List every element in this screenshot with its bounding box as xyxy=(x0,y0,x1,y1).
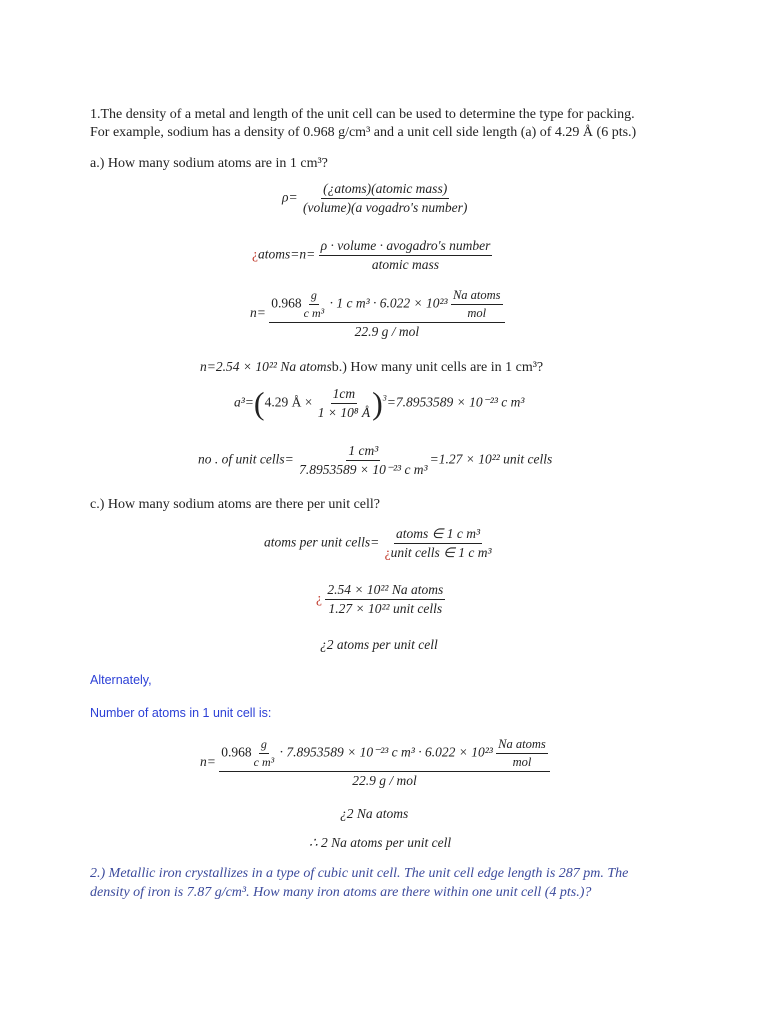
equation-atoms-per-cell xyxy=(264,526,494,561)
equation-atoms-per-cell-result: ¿2 atoms per unit cell xyxy=(320,637,438,652)
eq10-denominator: 22.9 g / mol xyxy=(352,773,417,788)
eq5-rhs: =7.8953589 × 10⁻²³ c m³ xyxy=(386,394,525,410)
equation-ratio xyxy=(316,582,445,617)
eq3-denominator: 22.9 g / mol xyxy=(354,324,420,339)
eq3-density-value: 0.968 xyxy=(271,295,302,311)
equation-atoms xyxy=(252,238,492,273)
q2-line-2: density of iron is 7.87 g/cm³. How many iron atoms are there within one unit cell (4 pts.)? xyxy=(90,885,592,900)
eq3-unit-num: g xyxy=(309,288,319,305)
inverted-question-mark: ¿ xyxy=(384,545,391,560)
q1-line-1: 1.The density of a metal and length of the unit cell can be used to determine the type for packing. xyxy=(90,107,635,122)
eq8-denominator: 1.27 × 10²² unit cells xyxy=(328,601,443,616)
q2-line-1: 2.) Metallic iron crystallizes in a type of cubic unit cell. The unit cell edge length is 287 pm. The xyxy=(90,866,629,881)
eq10-middle: · 7.8953589 × 10⁻²³ c m³ · 6.022 × 10²³ xyxy=(279,744,493,760)
eq8-numerator: 2.54 × 10²² Na atoms xyxy=(325,582,445,600)
eq7-lhs: atoms per unit cells= xyxy=(264,534,380,550)
eq1-numerator: (¿atoms)(atomic mass) xyxy=(321,181,449,199)
eq7-denominator: ¿unit cells ∈ 1 c m³ xyxy=(384,545,492,560)
eq6-lhs: no . of unit cells= xyxy=(198,451,294,467)
equation-atoms-in-cell xyxy=(200,737,550,789)
equation-n-result xyxy=(200,359,543,376)
eq10-unit-num: g xyxy=(259,737,269,754)
eq6-rhs: =1.27 × 10²² unit cells xyxy=(429,451,553,467)
eq1-lhs: ρ= xyxy=(282,189,298,205)
alternate-subheading: Number of atoms in 1 unit cell is: xyxy=(90,706,272,720)
eq2-denominator: atomic mass xyxy=(371,257,440,272)
eq5-numerator: 1cm xyxy=(331,386,358,404)
eq3-lhs: n= xyxy=(250,305,266,321)
eq3-unit-den: c m³ xyxy=(303,306,325,320)
q1-part-b: b.) How many unit cells are in 1 cm³? xyxy=(331,360,544,375)
eq10-na-den: mol xyxy=(512,755,532,769)
eq5-lhs: a³= xyxy=(234,394,254,410)
equation-conclusion: ∴ 2 Na atoms per unit cell xyxy=(309,835,452,850)
inverted-question-mark: ¿ xyxy=(252,246,258,262)
equation-cell-volume: a³=(4.29 Å × $\frac{1cm}{\text{1 × 10⁸ Å}}$ )$^3$=7.8953589 × 10⁻²³ c m³ xyxy=(234,385,525,421)
q1-part-c: c.) How many sodium atoms are there per unit cell? xyxy=(90,497,381,512)
eq10-na-num: Na atoms xyxy=(496,737,548,754)
eq10-unit-den: c m³ xyxy=(253,755,275,769)
alternate-heading: Alternately, xyxy=(90,673,152,687)
eq5-denominator: 1 × 10⁸ Å xyxy=(317,405,371,420)
eq6-denominator: 7.8953589 × 10⁻²³ c m³ xyxy=(299,462,428,477)
eq8-prefix: ¿ xyxy=(316,590,322,606)
equation-n-calculation xyxy=(250,288,505,340)
equation-density xyxy=(282,181,469,216)
eq7-numerator: atoms ∈ 1 c m³ xyxy=(394,526,482,544)
q1-part-a: a.) How many sodium atoms are in 1 cm³? xyxy=(90,156,328,171)
eq3-na-num: Na atoms xyxy=(451,288,503,305)
eq2-lhs: ¿atoms=n= xyxy=(252,246,316,262)
eq3-na-den: mol xyxy=(467,306,487,320)
equation-unit-cells xyxy=(198,443,552,478)
eq5-inner: 4.29 Å × xyxy=(264,394,313,410)
eq4-text: n=2.54 × 10²² Na atoms xyxy=(200,359,332,374)
eq1-denominator: (volume)(a vogadro's number) xyxy=(302,200,468,215)
eq2-numerator: ρ · volume · avogadro's number xyxy=(319,238,493,256)
eq10-density-value: 0.968 xyxy=(221,744,252,760)
eq3-middle: · 1 c m³ · 6.022 × 10²³ xyxy=(329,295,448,311)
eq10-lhs: n= xyxy=(200,754,216,770)
equation-two-atoms: ¿2 Na atoms xyxy=(340,806,409,821)
q1-line-2: For example, sodium has a density of 0.968 g/cm³ and a unit cell side length (a) of 4.29 Å (6 pts.) xyxy=(90,125,637,140)
eq6-numerator: 1 cm³ xyxy=(346,443,380,461)
